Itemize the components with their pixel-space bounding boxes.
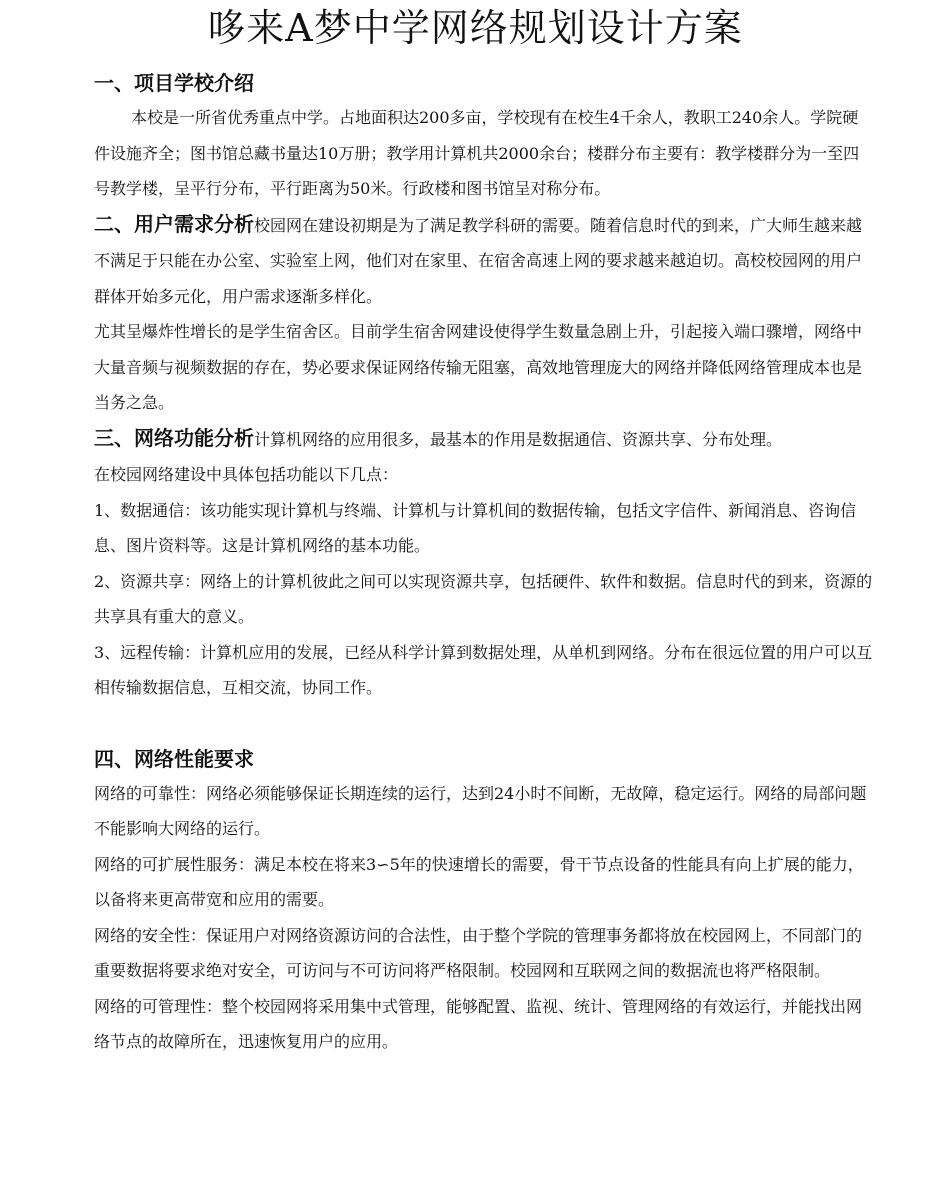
- document-title: 哆来A梦中学网络规划设计方案: [207, 6, 743, 50]
- section-lead-paragraph: [94, 207, 874, 315]
- section-heading: 二、用户需求分析: [94, 211, 254, 236]
- section-school-intro: [94, 66, 874, 207]
- list-item-resource-sharing: 2、资源共享：网络上的计算机彼此之间可以实现资源共享，包括硬件、软件和数据。信息时代的到来，资源的共享具有重大的意义。: [94, 571, 873, 626]
- paragraph-reliability: 网络的可靠性：网络必须能够保证长期连续的运行，达到24小时不间断，无故障，稳定运行。网络的局部问题不能影响大网络的运行。: [94, 783, 867, 838]
- list-item-remote-transmission: 3、远程传输：计算机应用的发展，已经从科学计算到数据处理，从单机到网络。分布在很远位置的用户可以互相传输数据信息，互相交流，协同工作。: [94, 642, 873, 697]
- paragraph: 本校是一所省优秀重点中学。占地面积达200多亩，学校现有在校生4千余人，教职工240余人。学院硬件设施齐全；图书馆总藏书量达10万册；教学用计算机共2000余台；楼群分布主要有：教学楼群分为一至四号教学楼，呈平行分布，平行距离为50米。行政楼和图书馆呈对称分布。: [94, 108, 860, 198]
- section-inline-text: 计算机网络的应用很多，最基本的作用是数据通信、资源共享、分布处理。: [254, 429, 783, 449]
- paragraph-manageability: 网络的可管理性：整个校园网将采用集中式管理，能够配置、监视、统计、管理网络的有效运行，并能找出网络节点的故障所在，迅速恢复用户的应用。: [94, 996, 863, 1051]
- section-user-requirements: [94, 207, 874, 421]
- list-item-data-communication: 1、数据通信：该功能实现计算机与终端、计算机与计算机间的数据传输，包括文字信件、新闻消息、咨询信息、图片资料等。这是计算机网络的基本功能。: [94, 500, 857, 555]
- paragraph-scalability: 网络的可扩展性服务：满足本校在将来3∽5年的快速增长的需要，骨干节点设备的性能具有向上扩展的能力，以备将来更高带宽和应用的需要。: [94, 854, 864, 909]
- section-heading: 一、项目学校介绍: [94, 71, 254, 95]
- document-body: [94, 66, 874, 1060]
- section-inline-text: 校园网在建设初期是为了满足教学科研的需要。随着信息时代的到来，广大师生越来越不满足于只能在办公室、实验室上网，他们对在家里、在宿舍高速上网的要求越来越迫切。高校校园网的用户群体开始多元化，用户需求逐渐多样化。: [94, 215, 863, 306]
- section-heading: 三、网络功能分析: [94, 425, 254, 450]
- paragraph-security: 网络的安全性：保证用户对网络资源访问的合法性，由于整个学院的管理事务都将放在校园网上，不同部门的重要数据将要求绝对安全，可访问与不可访问将严格限制。校园网和互联网之间的数据流也将严格限制。: [94, 925, 863, 980]
- section-network-functions: [94, 421, 874, 706]
- section-performance-requirements: [94, 742, 874, 1060]
- paragraph: 在校园网络建设中具体包括功能以下几点：: [94, 465, 399, 484]
- section-heading: 四、网络性能要求: [94, 746, 254, 771]
- section-spacer: [94, 706, 874, 742]
- paragraph: 尤其呈爆炸性增长的是学生宿舍区。目前学生宿舍网建设使得学生数量急剧上升，引起接入端口骤增，网络中大量音频与视频数据的存在，势必要求保证网络传输无阻塞，高效地管理庞大的网络并降低网络管理成本也是当务之急。: [94, 322, 863, 412]
- section-lead-paragraph: [94, 421, 874, 458]
